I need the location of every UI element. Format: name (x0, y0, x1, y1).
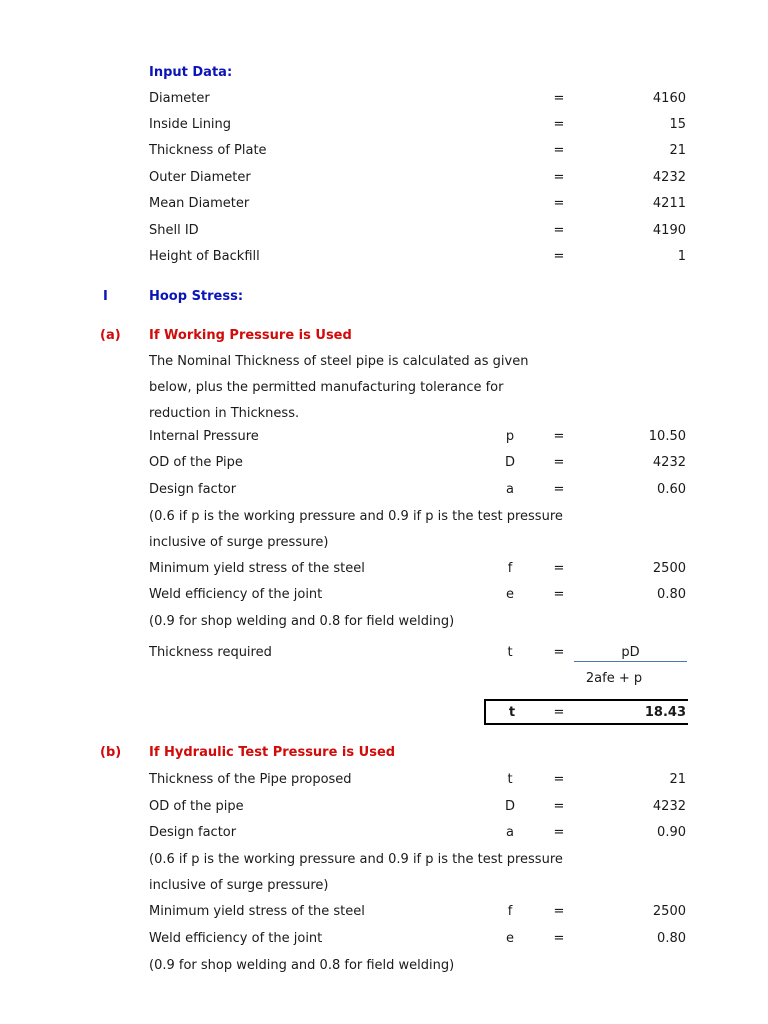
equals-sign: = (553, 931, 565, 946)
part-b-title: If Hydraulic Test Pressure is Used (149, 745, 396, 760)
input-row-shell-id (0, 221, 768, 241)
input-label: Height of Backfill (149, 249, 260, 264)
param-label: Weld efficiency of the joint (149, 931, 323, 946)
equals-sign: = (553, 143, 565, 158)
equals-sign: = (553, 587, 565, 602)
thickness-symbol: t (507, 645, 513, 660)
result-symbol: t (508, 705, 516, 720)
note-line (0, 612, 768, 632)
equals-sign: = (553, 429, 565, 444)
paragraph-line (0, 404, 768, 424)
equals-sign: = (553, 645, 565, 660)
param-label: Design factor (149, 825, 237, 840)
formula-denominator-row (0, 669, 768, 689)
param-label: Minimum yield stress of the steel (149, 561, 365, 576)
param-symbol: D (504, 799, 515, 814)
param-symbol: D (504, 455, 515, 470)
input-label: Inside Lining (149, 117, 232, 132)
param-row-od (0, 453, 768, 473)
param-value: 21 (669, 772, 686, 787)
param-symbol: e (506, 931, 514, 946)
param-row-design-factor (0, 823, 768, 843)
section-number: I (103, 289, 108, 304)
input-row-height-of-backfill (0, 247, 768, 267)
note-text: (0.9 for shop welding and 0.8 for field welding) (149, 958, 455, 973)
note-text: inclusive of surge pressure) (149, 878, 329, 893)
equals-sign: = (553, 117, 565, 132)
part-a-heading-row (0, 326, 768, 346)
param-symbol: t (507, 772, 513, 787)
param-value: 2500 (652, 904, 686, 919)
equals-sign: = (553, 825, 565, 840)
note-text: inclusive of surge pressure) (149, 535, 329, 550)
paragraph-text: reduction in Thickness. (149, 406, 300, 421)
note-line (0, 533, 768, 553)
input-data-heading-row (0, 63, 768, 83)
note-line (0, 850, 768, 870)
equals-sign: = (553, 170, 565, 185)
equals-sign: = (553, 705, 565, 720)
input-label: Thickness of Plate (149, 143, 267, 158)
note-line (0, 956, 768, 976)
param-symbol: e (506, 587, 514, 602)
input-value: 1 (677, 249, 686, 264)
input-row-mean-diameter (0, 194, 768, 214)
paragraph-line (0, 378, 768, 398)
thickness-required-row (0, 643, 768, 663)
param-row-design-factor (0, 480, 768, 500)
part-a-title: If Working Pressure is Used (149, 328, 352, 343)
equals-sign: = (553, 223, 565, 238)
param-value: 0.60 (657, 482, 686, 497)
param-value: 10.50 (648, 429, 686, 444)
input-row-outer-diameter (0, 168, 768, 188)
param-label: Design factor (149, 482, 237, 497)
input-label: Outer Diameter (149, 170, 251, 185)
param-row-yield-stress (0, 559, 768, 579)
param-value: 4232 (652, 455, 686, 470)
param-value: 0.80 (657, 587, 686, 602)
section-title: Hoop Stress: (149, 289, 244, 304)
param-label: Weld efficiency of the joint (149, 587, 323, 602)
input-value: 4232 (652, 170, 686, 185)
input-row-diameter (0, 89, 768, 109)
param-row-pipe-thickness (0, 770, 768, 790)
equals-sign: = (553, 799, 565, 814)
param-row-internal-pressure (0, 427, 768, 447)
input-value: 15 (669, 117, 686, 132)
param-label: Thickness of the Pipe proposed (149, 772, 352, 787)
param-symbol: f (507, 904, 513, 919)
note-text: (0.9 for shop welding and 0.8 for field welding) (149, 614, 455, 629)
param-label: OD of the Pipe (149, 455, 243, 470)
param-symbol: a (506, 825, 514, 840)
equals-sign: = (553, 561, 565, 576)
param-label: Minimum yield stress of the steel (149, 904, 365, 919)
part-b-number: (b) (100, 745, 122, 760)
note-text: (0.6 if p is the working pressure and 0.9 if p is the test pressure (149, 852, 563, 867)
param-value: 2500 (652, 561, 686, 576)
param-symbol: f (507, 561, 513, 576)
paragraph-line (0, 352, 768, 372)
equals-sign: = (553, 249, 565, 264)
param-row-yield-stress (0, 902, 768, 922)
input-value: 4190 (652, 223, 686, 238)
input-value: 4160 (652, 91, 686, 106)
param-row-od (0, 797, 768, 817)
equals-sign: = (553, 196, 565, 211)
fraction-bar (574, 661, 687, 662)
part-b-heading-row (0, 743, 768, 763)
input-row-inside-lining (0, 115, 768, 135)
equals-sign: = (553, 91, 565, 106)
param-label: OD of the pipe (149, 799, 244, 814)
param-label: Internal Pressure (149, 429, 259, 444)
input-data-heading: Input Data: (149, 65, 233, 80)
note-text: (0.6 if p is the working pressure and 0.9 if p is the test pressure (149, 509, 563, 524)
result-box (484, 699, 688, 725)
equals-sign: = (553, 482, 565, 497)
paragraph-text: below, plus the permitted manufacturing tolerance for (149, 380, 504, 395)
param-symbol: p (505, 429, 515, 444)
equals-sign: = (553, 904, 565, 919)
param-value: 4232 (652, 799, 686, 814)
formula-denominator: 2afe + p (585, 671, 643, 686)
param-value: 0.80 (657, 931, 686, 946)
input-row-thickness-of-plate (0, 141, 768, 161)
input-value: 4211 (652, 196, 686, 211)
input-label: Diameter (149, 91, 210, 106)
paragraph-text: The Nominal Thickness of steel pipe is calculated as given (149, 354, 529, 369)
param-row-weld-efficiency (0, 585, 768, 605)
input-label: Shell ID (149, 223, 199, 238)
result-value: 18.43 (644, 705, 686, 720)
section-heading-row (0, 287, 768, 307)
note-line (0, 507, 768, 527)
thickness-label: Thickness required (149, 645, 272, 660)
param-row-weld-efficiency (0, 929, 768, 949)
equals-sign: = (553, 772, 565, 787)
part-a-number: (a) (100, 328, 121, 343)
param-value: 0.90 (657, 825, 686, 840)
input-label: Mean Diameter (149, 196, 250, 211)
note-line (0, 876, 768, 896)
param-symbol: a (506, 482, 514, 497)
equals-sign: = (553, 455, 565, 470)
formula-numerator: pD (621, 645, 640, 660)
input-value: 21 (669, 143, 686, 158)
